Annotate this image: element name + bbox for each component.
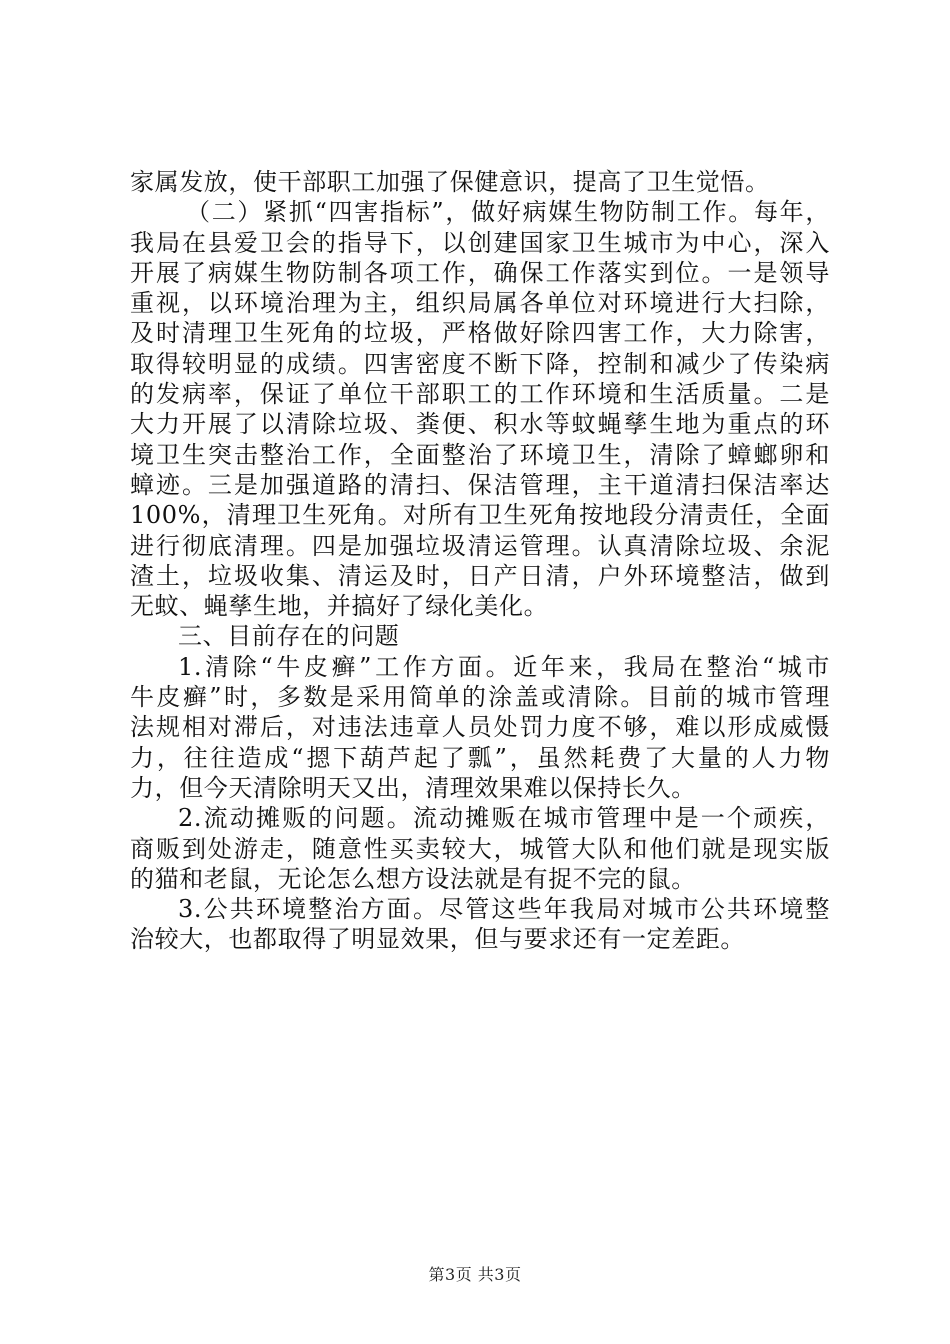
body-line: 商贩到处游走，随意性买卖较大，城管大队和他们就是现实版 — [130, 834, 830, 863]
body-line: 及时清理卫生死角的垃圾，严格做好除四害工作，大力除害， — [130, 319, 830, 348]
body-line: 蟑迹。三是加强道路的清扫、保洁管理，主干道清扫保洁率达 — [130, 470, 830, 499]
body-line: 取得较明显的成绩。四害密度不断下降，控制和减少了传染病 — [130, 349, 830, 378]
body-line: 力，往往造成“摁下葫芦起了瓢”，虽然耗费了大量的人力物 — [130, 743, 830, 772]
body-line: 1.清除“牛皮癣”工作方面。近年来，我局在整治“城市 — [178, 652, 830, 681]
body-line: 家属发放，使干部职工加强了保健意识，提高了卫生觉悟。 — [130, 168, 770, 196]
body-line: 无蚊、蝇孳生地，并搞好了绿化美化。 — [130, 592, 549, 621]
body-line: 力，但今天清除明天又出，清理效果难以保持长久。 — [130, 773, 696, 802]
body-line: 2.流动摊贩的问题。流动摊贩在城市管理中是一个顽疾， — [178, 804, 830, 833]
body-line: 的猫和老鼠，无论怎么想方设法就是有捉不完的鼠。 — [130, 864, 696, 893]
document-body — [130, 167, 830, 955]
body-line: （二）紧抓“四害指标”，做好病媒生物防制工作。每年， — [186, 198, 830, 227]
body-line: 重视，以环境治理为主，组织局属各单位对环境进行大扫除， — [130, 289, 830, 318]
body-line: 3.公共环境整治方面。尽管这些年我局对城市公共环境整 — [178, 895, 830, 924]
body-line: 100%，清理卫生死角。对所有卫生死角按地段分清责任，全面 — [130, 501, 830, 530]
body-line: 治较大，也都取得了明显效果，但与要求还有一定差距。 — [130, 925, 745, 954]
page-footer: 第3页 共3页 — [428, 1265, 522, 1284]
body-line: 进行彻底清理。四是加强垃圾清运管理。认真清除垃圾、余泥 — [130, 531, 830, 560]
body-line: 我局在县爱卫会的指导下，以创建国家卫生城市为中心，深入 — [130, 228, 830, 257]
body-line: 开展了病媒生物防制各项工作，确保工作落实到位。一是领导 — [130, 258, 830, 287]
body-line: 三、目前存在的问题 — [178, 622, 400, 651]
body-line: 境卫生突击整治工作，全面整治了环境卫生，清除了蟑螂卵和 — [130, 440, 830, 469]
body-line: 牛皮癣”时，多数是采用简单的涂盖或清除。目前的城市管理 — [130, 683, 830, 712]
body-line: 法规相对滞后，对违法违章人员处罚力度不够，难以形成威慑 — [130, 713, 830, 742]
body-line: 大力开展了以清除垃圾、粪便、积水等蚊蝇孳生地为重点的环 — [130, 410, 830, 439]
body-line: 的发病率，保证了单位干部职工的工作环境和生活质量。二是 — [130, 380, 830, 409]
body-line: 渣土，垃圾收集、清运及时，日产日清，户外环境整洁，做到 — [130, 561, 830, 590]
